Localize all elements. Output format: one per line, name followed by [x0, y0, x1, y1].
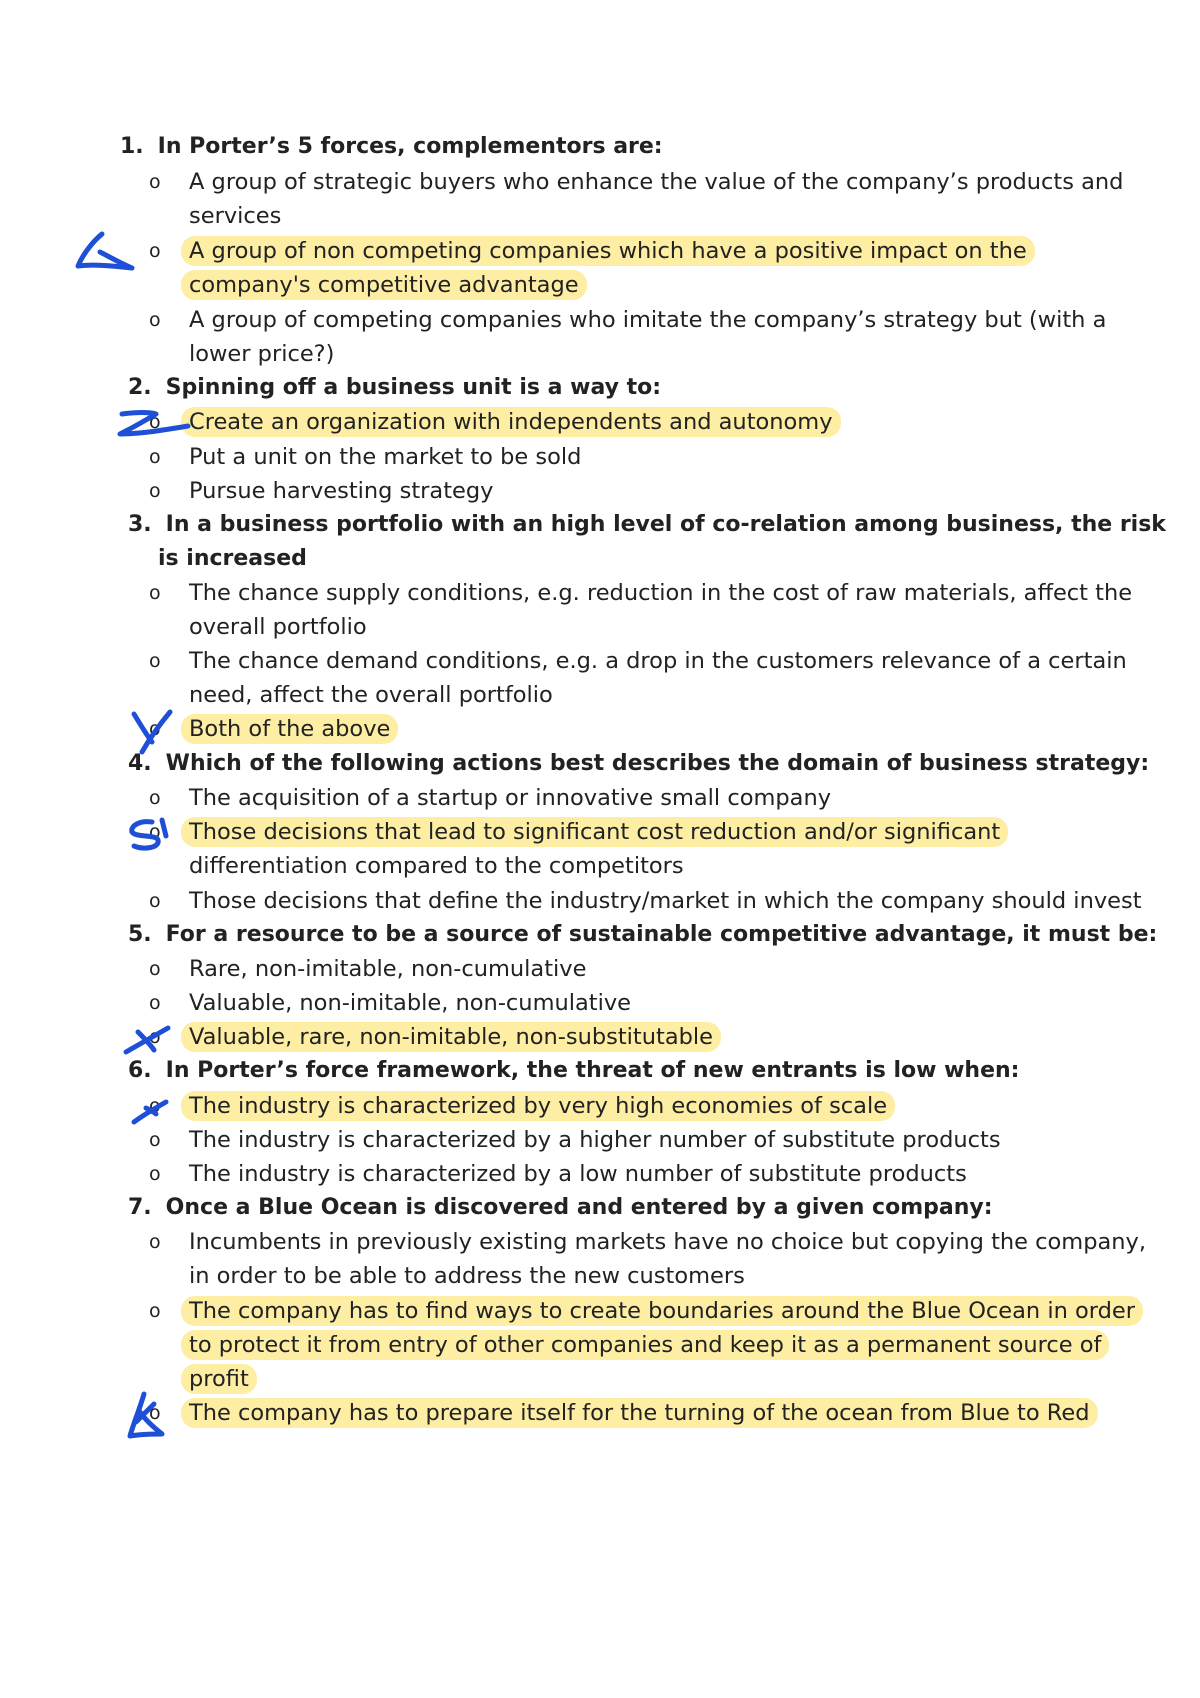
bullet: o — [149, 1026, 161, 1048]
bullet: o — [149, 958, 161, 980]
bullet: o — [149, 821, 161, 843]
highlighted-answer: Those decisions that lead to significant cost reduction and/or significant — [181, 817, 1008, 847]
option-line: The industry is characterized by a low number of substitute products — [189, 1161, 967, 1187]
question-3-cont — [158, 545, 307, 573]
bullet: o — [149, 1095, 161, 1117]
highlighted-answer: company's competitive advantage — [181, 270, 587, 300]
option-line: lower price?) — [189, 341, 335, 367]
question-number: 5. — [128, 922, 152, 947]
highlighted-answer: The company has to prepare itself for the turning of the ocean from Blue to Red — [181, 1398, 1098, 1428]
highlighted-answer: Both of the above — [181, 714, 398, 744]
bullet: o — [149, 890, 161, 912]
question-number: 6. — [128, 1058, 152, 1083]
option-line: Incumbents in previously existing markets have no choice but copying the company, — [189, 1229, 1147, 1255]
question-number: 2. — [128, 375, 152, 400]
bullet: o — [149, 992, 161, 1014]
question-3 — [128, 511, 1166, 539]
option-line: differentiation compared to the competitors — [189, 853, 684, 879]
question-6 — [128, 1057, 1019, 1085]
pen-check-mark-q6 — [128, 1094, 178, 1130]
option-line: in order to be able to address the new customers — [189, 1263, 745, 1289]
option-line: overall portfolio — [189, 614, 367, 640]
pen-check-mark-q5 — [120, 1020, 180, 1060]
pen-check-mark-q2 — [112, 406, 192, 446]
question-number: 4. — [128, 751, 152, 776]
option-line: Valuable, non-imitable, non-cumulative — [189, 990, 632, 1016]
highlighted-answer: The company has to find ways to create boundaries around the Blue Ocean in order — [181, 1296, 1143, 1326]
question-text: Spinning off a business unit is a way to: — [165, 375, 662, 400]
option-line: Those decisions that define the industry/market in which the company should invest — [189, 888, 1142, 914]
bullet: o — [149, 240, 161, 262]
question-7 — [128, 1194, 993, 1222]
highlighted-answer: to protect it from entry of other companies and keep it as a permanent source of — [181, 1330, 1109, 1360]
question-text: In Porter’s 5 forces, complementors are: — [157, 134, 663, 159]
bullet: o — [149, 171, 161, 193]
bullet: o — [149, 411, 161, 433]
bullet: o — [149, 446, 161, 468]
bullet: o — [149, 1300, 161, 1322]
question-2 — [128, 374, 661, 402]
pen-check-mark-q7 — [122, 1388, 182, 1448]
option-line: Rare, non-imitable, non-cumulative — [189, 956, 587, 982]
option-line: A group of strategic buyers who enhance the value of the company’s products and — [189, 169, 1124, 195]
highlighted-answer: Create an organization with independents and autonomy — [181, 407, 841, 437]
option-line: Pursue harvesting strategy — [189, 478, 494, 504]
highlighted-answer: The industry is characterized by very high economies of scale — [181, 1091, 895, 1121]
bullet: o — [149, 582, 161, 604]
option-line: The acquisition of a startup or innovative small company — [189, 785, 832, 811]
option-line: services — [189, 203, 282, 229]
option-line: need, affect the overall portfolio — [189, 682, 553, 708]
pen-check-mark-q4 — [122, 814, 182, 854]
highlighted-answer: profit — [181, 1364, 257, 1394]
option-line: The industry is characterized by a higher number of substitute products — [189, 1127, 1001, 1153]
pen-check-mark-q3 — [130, 708, 180, 758]
question-number: 3. — [128, 512, 152, 537]
bullet: o — [149, 480, 161, 502]
option-line: The chance supply conditions, e.g. reduction in the cost of raw materials, affect the — [189, 580, 1133, 606]
bullet: o — [149, 1231, 161, 1253]
bullet: o — [149, 718, 161, 740]
question-1 — [120, 133, 663, 161]
bullet: o — [149, 787, 161, 809]
question-text: Which of the following actions best describes the domain of business strategy: — [165, 751, 1150, 776]
highlighted-answer: Valuable, rare, non-imitable, non-substitutable — [181, 1022, 721, 1052]
question-text: In a business portfolio with an high level of co-relation among business, the risk — [165, 512, 1166, 537]
question-number: 1. — [120, 134, 144, 159]
question-5 — [128, 921, 1157, 949]
question-4 — [128, 750, 1149, 778]
option-line: The chance demand conditions, e.g. a drop in the customers relevance of a certain — [189, 648, 1127, 674]
question-text: is increased — [158, 546, 307, 571]
highlighted-answer: A group of non competing companies which have a positive impact on the — [181, 236, 1035, 266]
bullet: o — [149, 650, 161, 672]
question-text: In Porter’s force framework, the threat of new entrants is low when: — [165, 1058, 1020, 1083]
bullet: o — [149, 1129, 161, 1151]
option-line: A group of competing companies who imitate the company’s strategy but (with a — [189, 307, 1107, 333]
bullet: o — [149, 1402, 161, 1424]
question-number: 7. — [128, 1195, 152, 1220]
question-text: Once a Blue Ocean is discovered and entered by a given company: — [165, 1195, 993, 1220]
pen-check-mark-q1 — [74, 228, 144, 278]
bullet: o — [149, 309, 161, 331]
bullet: o — [149, 1163, 161, 1185]
question-text: For a resource to be a source of sustainable competitive advantage, it must be: — [165, 922, 1158, 947]
option-line: Put a unit on the market to be sold — [189, 444, 582, 470]
